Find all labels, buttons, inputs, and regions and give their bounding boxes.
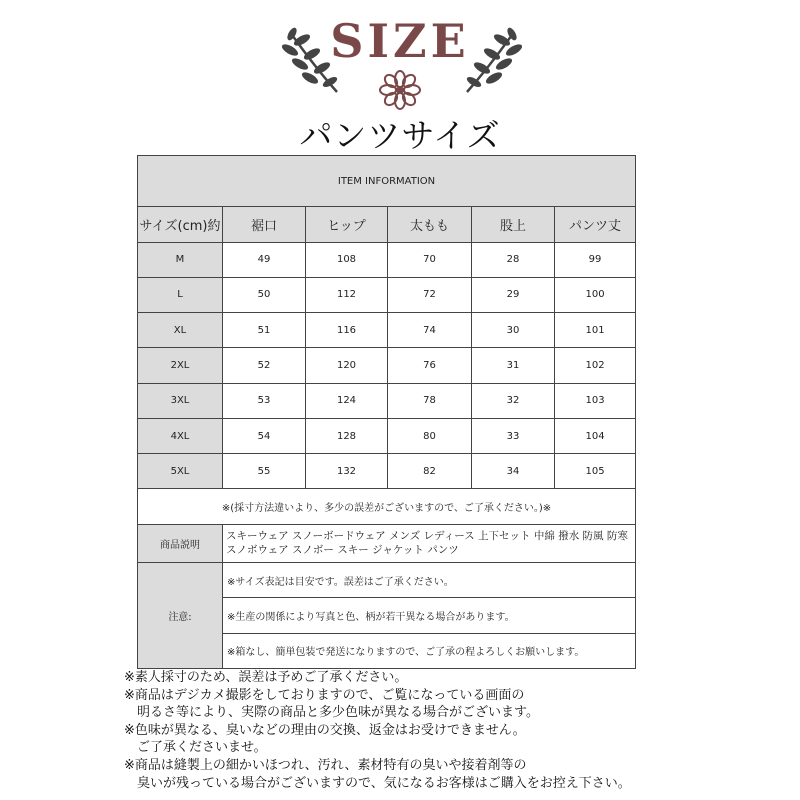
rise-cell: 34 bbox=[472, 454, 555, 489]
thigh-cell: 74 bbox=[388, 313, 472, 348]
measure-note-row bbox=[138, 489, 636, 524]
column-header: パンツ丈 bbox=[555, 207, 636, 242]
length-cell: 105 bbox=[555, 454, 636, 489]
size-table bbox=[137, 155, 636, 669]
section-title: ITEM INFORMATION bbox=[138, 156, 636, 207]
size-cell: 5XL bbox=[138, 454, 223, 489]
thigh-cell: 70 bbox=[388, 242, 472, 277]
column-header: サイズ(cm)約 bbox=[138, 207, 223, 242]
note-line: ※色味が異なる、臭いなどの理由の交換、返金はお受けできません。 bbox=[124, 722, 526, 738]
hip-cell: 124 bbox=[306, 383, 388, 418]
length-cell: 99 bbox=[555, 242, 636, 277]
caution-row bbox=[138, 563, 636, 598]
flower-icon bbox=[376, 70, 424, 110]
column-header-row bbox=[138, 207, 636, 242]
hip-cell: 112 bbox=[306, 277, 388, 312]
thigh-cell: 82 bbox=[388, 454, 472, 489]
caution-label: 注意: bbox=[138, 563, 223, 669]
note-line: ※素人採寸のため、誤差は予めご了承ください。 bbox=[124, 670, 408, 685]
note-line: 臭いが残っている場合がございますので、気になるお客様はご購入をお控え下さい。 bbox=[124, 775, 631, 791]
note-line: ※商品は縫製上の細かいほつれ、汚れ、素材特有の臭いや接着剤等の bbox=[124, 757, 527, 773]
rise-cell: 30 bbox=[472, 313, 555, 348]
size-cell: 4XL bbox=[138, 418, 223, 453]
hip-cell: 132 bbox=[306, 454, 388, 489]
table-row bbox=[138, 454, 636, 489]
header bbox=[0, 0, 800, 155]
length-cell: 101 bbox=[555, 313, 636, 348]
size-cell: 3XL bbox=[138, 383, 223, 418]
size-cell: XL bbox=[138, 313, 223, 348]
caution-item: ※箱なし、簡単包装で発送になりますので、ご了承の程よろしくお願いします。 bbox=[223, 633, 636, 668]
hem-cell: 55 bbox=[223, 454, 306, 489]
table-row bbox=[138, 277, 636, 312]
hip-cell: 120 bbox=[306, 348, 388, 383]
note-line: 明るさ等により、実際の商品と多少色味が異なる場合がございます。 bbox=[124, 705, 539, 721]
length-cell: 100 bbox=[555, 277, 636, 312]
rise-cell: 29 bbox=[472, 277, 555, 312]
rise-cell: 33 bbox=[472, 418, 555, 453]
rise-cell: 32 bbox=[472, 383, 555, 418]
laurel-right-icon bbox=[462, 26, 522, 96]
description-row bbox=[138, 524, 636, 562]
hem-cell: 51 bbox=[223, 313, 306, 348]
hip-cell: 108 bbox=[306, 242, 388, 277]
length-cell: 102 bbox=[555, 348, 636, 383]
size-cell: M bbox=[138, 242, 223, 277]
hip-cell: 128 bbox=[306, 418, 388, 453]
size-cell: 2XL bbox=[138, 348, 223, 383]
length-cell: 103 bbox=[555, 383, 636, 418]
rise-cell: 28 bbox=[472, 242, 555, 277]
column-header: ヒップ bbox=[306, 207, 388, 242]
product-description: スキーウェア スノーボードウェア メンズ レディース 上下セット 中綿 撥水 防風 防寒 スノボウェア スノボー スキー ジャケット パンツ bbox=[223, 524, 636, 562]
caution-item: ※生産の関係により写真と色、柄が若干異なる場合があります。 bbox=[223, 598, 636, 633]
table-row bbox=[138, 418, 636, 453]
table-row bbox=[138, 313, 636, 348]
table-row bbox=[138, 348, 636, 383]
table-row bbox=[138, 383, 636, 418]
length-cell: 104 bbox=[555, 418, 636, 453]
rise-cell: 31 bbox=[472, 348, 555, 383]
bottom-notes bbox=[124, 669, 794, 792]
description-label: 商品説明 bbox=[138, 524, 223, 562]
hem-cell: 52 bbox=[223, 348, 306, 383]
hem-cell: 53 bbox=[223, 383, 306, 418]
thigh-cell: 78 bbox=[388, 383, 472, 418]
size-cell: L bbox=[138, 277, 223, 312]
size-title: SIZE bbox=[330, 14, 470, 68]
measure-note: ※(採寸方法違いより、多少の誤差がございますので、ご了承ください。)※ bbox=[138, 489, 636, 524]
hem-cell: 50 bbox=[223, 277, 306, 312]
caution-item: ※サイズ表記は目安です。誤差はご了承ください。 bbox=[223, 563, 636, 598]
thigh-cell: 76 bbox=[388, 348, 472, 383]
thigh-cell: 72 bbox=[388, 277, 472, 312]
hem-cell: 54 bbox=[223, 418, 306, 453]
table-row bbox=[138, 242, 636, 277]
pants-size-subtitle: パンツサイズ bbox=[299, 116, 501, 155]
hem-cell: 49 bbox=[223, 242, 306, 277]
column-header: 太もも bbox=[388, 207, 472, 242]
note-line: ご了承くださいませ。 bbox=[124, 740, 267, 756]
note-line: ※商品はデジカメ撮影をしておりますので、ご覧になっている画面の bbox=[124, 687, 525, 703]
hip-cell: 116 bbox=[306, 313, 388, 348]
column-header: 裾口 bbox=[223, 207, 306, 242]
thigh-cell: 80 bbox=[388, 418, 472, 453]
section-title-row bbox=[138, 156, 636, 207]
column-header: 股上 bbox=[472, 207, 555, 242]
